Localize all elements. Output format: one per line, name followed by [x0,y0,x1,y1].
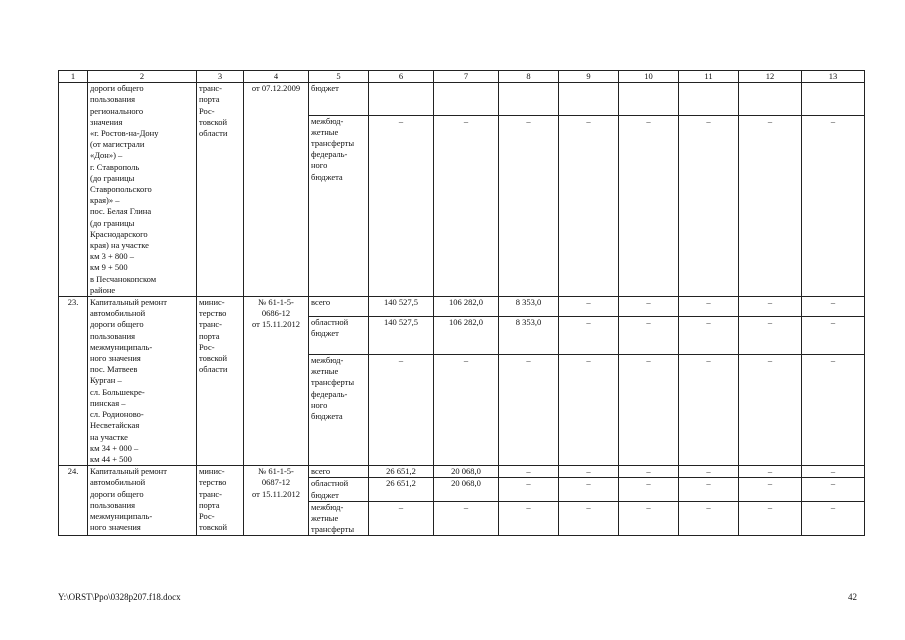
object-name-line: «г. Ростов-на-Дону [90,128,159,139]
object-name-line: Капитальный ремонт [90,466,167,477]
value-cell: – [369,115,434,296]
document-line: № 61-1-5- [258,297,294,308]
funding-source-line: межбюд- [311,355,344,366]
funding-source-cell [309,316,369,354]
object-name-cell [88,83,197,297]
object-name-line: км 3 + 800 – [90,251,135,262]
value-cell: – [559,466,619,478]
organization-cell [197,83,244,297]
value-cell: – [499,501,559,536]
document-line: от 15.11.2012 [252,319,300,330]
object-name-cell [88,466,197,536]
object-name-line: на участке [90,431,128,442]
value-cell: – [619,501,679,536]
item-number-cell [59,83,88,297]
object-name-line: г. Ставрополь [90,161,140,172]
value-cell: – [619,297,679,317]
object-name-line: «Дон») – [90,150,123,161]
value-cell: – [739,501,802,536]
document-cell [244,466,309,536]
col-header: 10 [619,71,679,83]
organization-line: порта [199,330,220,341]
object-name-line: дороги общего [90,83,144,94]
value-cell: – [559,478,619,501]
funding-source-cell [309,501,369,536]
funding-source-cell [309,115,369,296]
object-name-line: дороги общего [90,488,144,499]
funding-source-cell: всего [309,297,369,317]
organization-line: минис- [199,297,225,308]
col-header: 8 [499,71,559,83]
object-name-line: пинская – [90,397,126,408]
value-cell [434,83,499,115]
funding-source-line: жетные [311,126,339,137]
object-name-line: сл. Большекре- [90,386,145,397]
col-header: 2 [88,71,197,83]
organization-line: Рос- [199,341,215,352]
funding-source-line: бюджет [311,489,339,500]
value-cell: 26 651,2 [369,478,434,501]
value-cell: – [739,478,802,501]
program-table [58,70,865,536]
organization-line: транс- [199,319,222,330]
funding-source-line: трансферты [311,138,355,149]
value-cell: – [619,316,679,354]
object-name-line: сл. Родионово- [90,409,144,420]
funding-source-line: ного [311,160,328,171]
value-cell: – [679,466,739,478]
value-cell: 26 651,2 [369,466,434,478]
value-cell: – [559,316,619,354]
document-line: № 61-1-5- [258,466,294,477]
funding-source-line: жетные [311,512,339,523]
value-cell [739,83,802,115]
object-name-line: регионального [90,105,144,116]
organization-line: транс- [199,83,222,94]
value-cell: – [369,501,434,536]
value-cell: – [499,478,559,501]
value-cell: – [679,115,739,296]
object-name-line: км 34 + 000 – [90,442,139,453]
funding-source-cell: бюджет [309,83,369,115]
object-name-line: значения [90,116,123,127]
item-number-cell: 23. [59,297,88,466]
organization-line: товской [199,522,228,533]
object-name-line: (до границы [90,217,135,228]
value-cell: – [802,478,865,501]
organization-line: товской [199,353,228,364]
value-cell: 20 068,0 [434,466,499,478]
value-cell: – [802,316,865,354]
value-cell: – [434,355,499,466]
value-cell: – [499,115,559,296]
object-name-line: межмуниципаль- [90,341,153,352]
document-line: 0687-12 [261,477,291,488]
organization-line: минис- [199,466,225,477]
funding-source-line: межбюд- [311,501,344,512]
organization-line: порта [199,499,220,510]
value-cell: – [679,355,739,466]
value-cell: – [679,297,739,317]
value-cell: – [559,501,619,536]
value-cell: – [369,355,434,466]
value-cell: – [739,355,802,466]
value-cell: – [559,115,619,296]
object-name-line: (от магистрали [90,139,145,150]
table-row [59,297,865,317]
object-name-line: (до границы [90,172,135,183]
document-line: от 15.11.2012 [252,488,300,499]
value-cell: – [619,466,679,478]
funding-source-line: бюджета [311,411,343,422]
value-cell: – [619,478,679,501]
funding-source-cell [309,478,369,501]
value-cell: – [434,115,499,296]
value-cell: – [499,355,559,466]
value-cell: – [679,316,739,354]
value-cell: – [739,466,802,478]
object-name-line: пос. Матвеев [90,364,138,375]
value-cell: – [619,115,679,296]
organization-line: терство [199,477,227,488]
col-header: 4 [244,71,309,83]
object-name-line: ного значения [90,353,141,364]
item-number-cell: 24. [59,466,88,536]
document-cell [244,297,309,466]
organization-line: порта [199,94,220,105]
object-name-line: районе [90,284,116,295]
funding-source-line: областной [311,478,349,489]
organization-cell [197,297,244,466]
value-cell: 140 527,5 [369,316,434,354]
object-name-line: пос. Белая Глина [90,206,152,217]
funding-source-line: бюджет [311,328,339,339]
value-cell: – [802,501,865,536]
organization-line: Рос- [199,105,215,116]
value-cell: 106 282,0 [434,316,499,354]
object-name-line: края) на участке [90,240,149,251]
value-cell: – [739,297,802,317]
value-cell [802,83,865,115]
value-cell: – [679,478,739,501]
value-cell: – [619,355,679,466]
value-cell [369,83,434,115]
value-cell: – [499,466,559,478]
object-name-line: межмуниципаль- [90,510,153,521]
object-name-line: автомобильной [90,308,146,319]
col-header: 9 [559,71,619,83]
organization-line: товской [199,116,228,127]
value-cell: – [559,355,619,466]
funding-source-line: трансферты [311,524,355,535]
column-number-row [59,71,865,83]
organization-line: области [199,128,228,139]
value-cell: 20 068,0 [434,478,499,501]
col-header: 7 [434,71,499,83]
col-header: 6 [369,71,434,83]
funding-source-line: жетные [311,366,339,377]
page-number: 42 [848,592,857,602]
organization-line: области [199,364,228,375]
value-cell: – [559,297,619,317]
object-name-line: ного значения [90,522,141,533]
funding-source-cell [309,355,369,466]
organization-line: Рос- [199,510,215,521]
organization-line: транс- [199,488,222,499]
table-row [59,466,865,478]
funding-source-cell: всего [309,466,369,478]
table-row [59,83,865,115]
col-header: 12 [739,71,802,83]
value-cell: 106 282,0 [434,297,499,317]
value-cell: 140 527,5 [369,297,434,317]
object-name-line: пользования [90,330,136,341]
organization-cell [197,466,244,536]
object-name-line: пользования [90,499,136,510]
object-name-line: км 9 + 500 [90,262,128,273]
object-name-cell [88,297,197,466]
object-name-line: автомобильной [90,477,146,488]
organization-line: терство [199,308,227,319]
object-name-line: края)» – [90,195,120,206]
funding-source-line: федераль- [311,388,348,399]
col-header: 5 [309,71,369,83]
funding-source-line: межбюд- [311,115,344,126]
document-line: 0686-12 [261,308,291,319]
document-cell [244,83,309,297]
object-name-line: пользования [90,94,136,105]
document-line: от 07.12.2009 [251,83,301,94]
funding-source-line: бюджета [311,171,343,182]
value-cell: – [679,501,739,536]
value-cell: – [739,316,802,354]
object-name-line: дороги общего [90,319,144,330]
funding-source-line: областной [311,316,349,327]
value-cell: – [434,501,499,536]
funding-source-line: ного [311,399,328,410]
object-name-line: Курган – [90,375,122,386]
value-cell: – [802,355,865,466]
object-name-line: км 44 + 500 [90,453,132,464]
value-cell: – [739,115,802,296]
funding-source-line: трансферты [311,377,355,388]
value-cell: – [802,297,865,317]
col-header: 13 [802,71,865,83]
value-cell [679,83,739,115]
value-cell [619,83,679,115]
object-name-line: в Песчанокопском [90,273,157,284]
funding-source-line: федераль- [311,149,348,160]
value-cell: – [802,115,865,296]
value-cell: 8 353,0 [499,297,559,317]
file-path-footer: Y:\ORST\Ppo\0328p207.f18.docx [58,592,181,602]
col-header: 1 [59,71,88,83]
object-name-line: Капитальный ремонт [90,297,167,308]
value-cell [559,83,619,115]
value-cell: 8 353,0 [499,316,559,354]
object-name-line: Ставропольского [90,184,152,195]
object-name-line: Краснодарского [90,228,148,239]
col-header: 3 [197,71,244,83]
col-header: 11 [679,71,739,83]
object-name-line: Несветайская [90,420,140,431]
value-cell [499,83,559,115]
value-cell: – [802,466,865,478]
